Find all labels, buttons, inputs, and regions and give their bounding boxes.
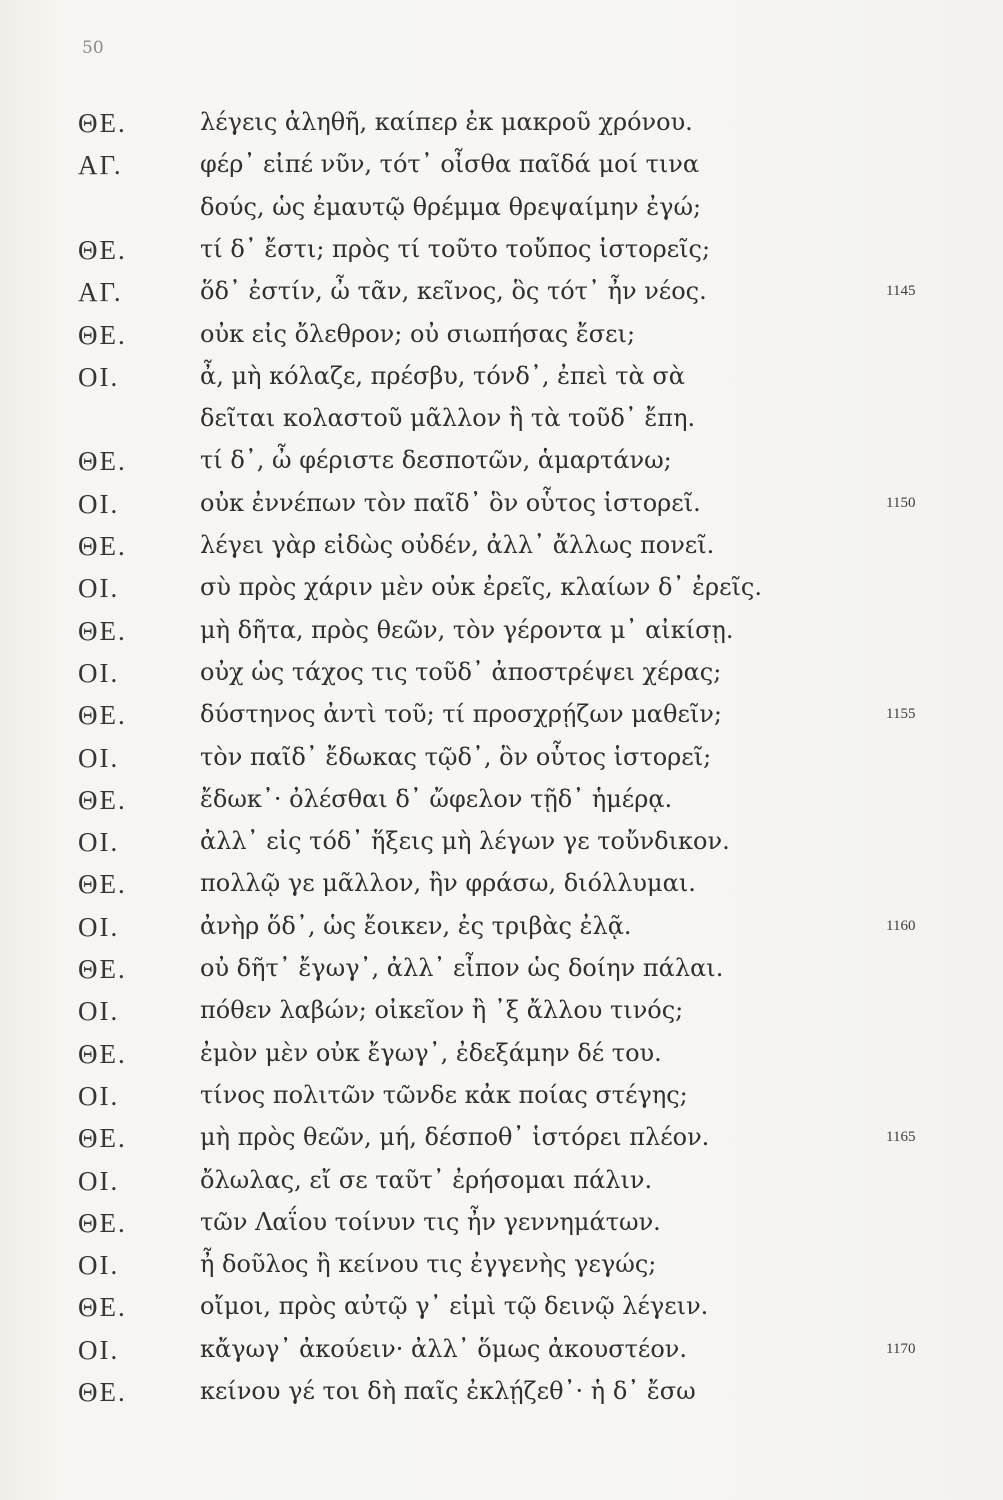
verse-line (0, 1039, 1003, 1079)
verse-text: τί δ᾽, ὦ φέριστε δεσποτῶν, ἁμαρτάνω; (200, 446, 672, 475)
verse-text: πολλῷ γε μᾶλλον, ἢν φράσω, διόλλυμαι. (200, 869, 696, 898)
line-number: 1155 (886, 706, 916, 723)
verse-line (0, 616, 1003, 656)
line-number: 1165 (886, 1129, 916, 1146)
line-number: 1150 (886, 494, 916, 511)
verse-text: κείνου γέ τοι δὴ παῖς ἐκλῄζεθ᾽· ἡ δ᾽ ἔσω (200, 1377, 696, 1405)
speaker-label: ΘΕ. (78, 1123, 127, 1154)
speaker-label: ΟΙ. (78, 827, 120, 858)
verse-line (0, 1335, 1003, 1375)
verse-text: ἦ δοῦλος ἢ κείνου τις ἐγγενὴς γεγώς; (200, 1250, 657, 1279)
speaker-label: ΘΕ. (78, 869, 127, 900)
verse-text: μὴ πρὸς θεῶν, μή, δέσποθ᾽ ἱστόρει πλέον. (200, 1123, 710, 1152)
verse-line (0, 827, 1003, 867)
verse-line (0, 1250, 1003, 1290)
verse-line (0, 1166, 1003, 1206)
speaker-label: ΟΙ. (78, 1250, 120, 1281)
verse-line (0, 869, 1003, 909)
speaker-label: ΑΓ. (78, 150, 123, 181)
verse-line (0, 404, 1003, 444)
verse-line (0, 1377, 1003, 1417)
verse-text: οὐκ ἐννέπων τὸν παῖδ᾽ ὃν οὗτος ἱστορεῖ. (200, 488, 701, 517)
verse-text: πόθεν λαβών; οἰκεῖον ἢ ᾿ξ ἄλλου τινός; (200, 996, 684, 1025)
verse-line (0, 785, 1003, 825)
verse-line (0, 996, 1003, 1036)
verse-text: ἔδωκ᾽· ὀλέσθαι δ᾽ ὤφελον τῇδ᾽ ἡμέρᾳ. (200, 784, 673, 813)
line-number: 1160 (886, 917, 916, 934)
verse-text: ὅδ᾽ ἐστίν, ὦ τᾶν, κεῖνος, ὃς τότ᾽ ἦν νέος. (200, 277, 707, 306)
speaker-label: ΘΕ. (78, 1207, 127, 1238)
verse-line (0, 277, 1003, 317)
verse-line (0, 489, 1003, 529)
speaker-label: ΟΙ. (78, 1334, 120, 1365)
verse-line (0, 150, 1003, 190)
verse-text: τῶν Λαΐου τοίνυν τις ἦν γεννημάτων. (200, 1207, 661, 1236)
verse-text: μὴ δῆτα, πρὸς θεῶν, τὸν γέροντα μ᾽ αἰκίσῃ. (200, 615, 734, 644)
verse-line (0, 446, 1003, 486)
speaker-label: ΟΙ. (78, 573, 120, 604)
verse-text: δεῖται κολαστοῦ μᾶλλον ἢ τὰ τοῦδ᾽ ἔπη. (200, 404, 696, 433)
verse-text: τί δ᾽ ἔστι; πρὸς τί τοῦτο τοὔπος ἱστορεῖς; (200, 234, 711, 263)
speaker-label: ΘΕ. (78, 615, 127, 646)
verse-text: ἀλλ᾽ εἰς τόδ᾽ ἥξεις μὴ λέγων γε τοὔνδικον. (200, 827, 730, 856)
verse-text: οὐκ εἰς ὄλεθρον; οὐ σιωπήσας ἔσει; (200, 319, 636, 348)
speaker-label: ΟΙ. (78, 911, 120, 942)
verse-text: ἀνὴρ ὅδ᾽, ὡς ἔοικεν, ἐς τριβὰς ἐλᾷ. (200, 911, 632, 940)
verse-text: ἐμὸν μὲν οὐκ ἔγωγ᾽, ἐδεξάμην δέ του. (200, 1038, 662, 1067)
speaker-label: ΟΙ. (78, 657, 120, 688)
speaker-label: ΘΕ. (78, 319, 127, 350)
verse-text: δούς, ὡς ἐμαυτῷ θρέμμα θρεψαίμην ἐγώ; (200, 192, 702, 221)
speaker-label: ΟΙ. (78, 361, 120, 392)
verse-line (0, 1292, 1003, 1332)
verse-text: οὐχ ὡς τάχος τις τοῦδ᾽ ἀποστρέψει χέρας; (200, 657, 722, 686)
verse-line (0, 658, 1003, 698)
verse-line (0, 1208, 1003, 1248)
verse-line (0, 743, 1003, 783)
verse-text: οὐ δῆτ᾽ ἔγωγ᾽, ἀλλ᾽ εἶπον ὡς δοίην πάλαι. (200, 954, 724, 982)
verse-text: κἄγωγ᾽ ἀκούειν· ἀλλ᾽ ὅμως ἀκουστέον. (200, 1334, 687, 1363)
verse-line (0, 193, 1003, 233)
verse-line (0, 1081, 1003, 1121)
verse-line (0, 362, 1003, 402)
verse-text: τίνος πολιτῶν τῶνδε κἀκ ποίας στέγης; (200, 1080, 688, 1109)
verse-line (0, 573, 1003, 613)
speaker-label: ΟΙ. (78, 996, 120, 1027)
verse-text: ἆ, μὴ κόλαζε, πρέσβυ, τόνδ᾽, ἐπεὶ τὰ σὰ (200, 361, 685, 390)
speaker-label: ΟΙ. (78, 1165, 120, 1196)
speaker-label: ΟΙ. (78, 1080, 120, 1111)
speaker-label: ΟΙ. (78, 488, 120, 519)
line-number: 1145 (886, 283, 916, 300)
speaker-label: ΘΕ. (78, 1377, 127, 1407)
verse-line (0, 700, 1003, 740)
verse-text: σὺ πρὸς χάριν μὲν οὐκ ἐρεῖς, κλαίων δ᾽ ἐρεῖς. (200, 573, 762, 602)
speaker-label: ΘΕ. (78, 1292, 127, 1323)
verse-line (0, 1123, 1003, 1163)
verse-text: οἴμοι, πρὸς αὐτῷ γ᾽ εἰμὶ τῷ δεινῷ λέγειν. (200, 1292, 709, 1321)
verse-text: λέγει γὰρ εἰδὼς οὐδέν, ἀλλ᾽ ἄλλως πονεῖ. (200, 531, 715, 559)
speaker-label: ΘΕ. (78, 446, 127, 477)
speaker-label: ΘΕ. (78, 784, 127, 815)
verse-line (0, 320, 1003, 360)
speaker-label: ΟΙ. (78, 742, 120, 773)
speaker-label: ΘΕ. (78, 700, 127, 731)
speaker-label: ΘΕ. (78, 954, 127, 984)
speaker-label: ΘΕ. (78, 1038, 127, 1069)
page-number: 50 (82, 38, 104, 58)
verse-line (0, 531, 1003, 571)
verse-text: δύστηνος ἀντὶ τοῦ; τί προσχρῄζων μαθεῖν; (200, 700, 722, 729)
verse-line (0, 235, 1003, 275)
verse-text: ὄλωλας, εἴ σε ταῦτ᾽ ἐρήσομαι πάλιν. (200, 1165, 653, 1194)
speaker-label: ΘΕ. (78, 234, 127, 265)
verse-text: λέγεις ἀληθῆ, καίπερ ἐκ μακροῦ χρόνου. (200, 108, 693, 136)
verse-line (0, 954, 1003, 994)
verse-line (0, 912, 1003, 952)
verse-text: φέρ᾽ εἰπέ νῦν, τότ᾽ οἶσθα παῖδά μοί τινα (200, 150, 700, 179)
speaker-label: ΑΓ. (78, 277, 123, 308)
speaker-label: ΘΕ. (78, 108, 127, 138)
verse-line (0, 108, 1003, 148)
verse-text: τὸν παῖδ᾽ ἔδωκας τῷδ᾽, ὃν οὗτος ἱστορεῖ; (200, 742, 712, 771)
line-number: 1170 (886, 1340, 916, 1357)
speaker-label: ΘΕ. (78, 531, 127, 561)
